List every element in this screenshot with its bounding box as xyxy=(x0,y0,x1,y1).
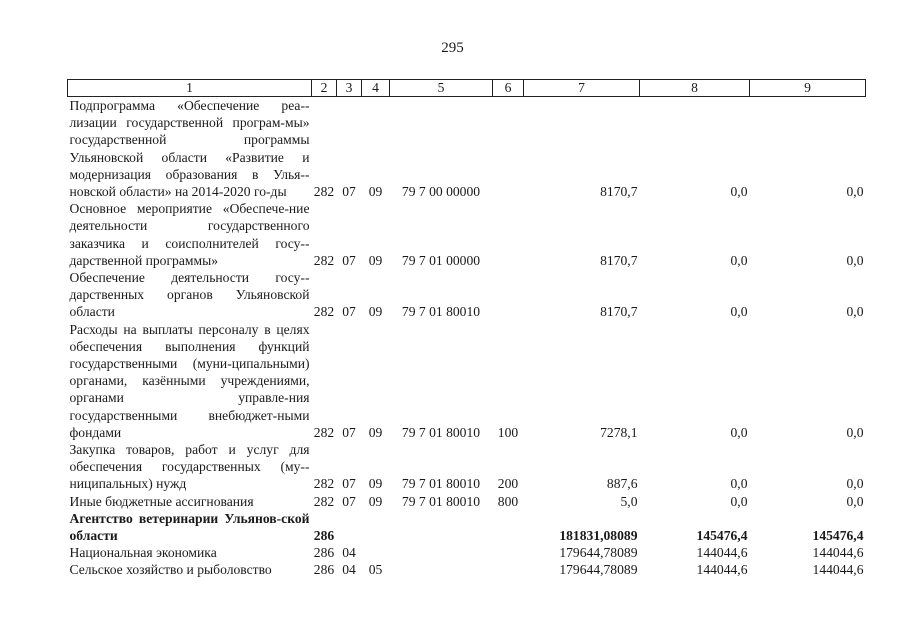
row-target-article: 79 7 00 00000 xyxy=(401,184,481,200)
row-ministry-code: 282 xyxy=(313,424,335,440)
header-col-6: 6 xyxy=(493,80,524,97)
table-row xyxy=(68,269,866,321)
header-col-8: 8 xyxy=(640,80,750,97)
header-col-3: 3 xyxy=(337,80,362,97)
row-amount-col8: 0,0 xyxy=(730,304,748,320)
row-amount-col8: 0,0 xyxy=(730,424,748,440)
row-section-code: 07 xyxy=(342,476,356,492)
row-amount-col9: 0,0 xyxy=(846,252,864,268)
row-target-article: 79 7 01 80010 xyxy=(401,304,481,320)
row-target-article xyxy=(390,561,493,578)
row-ministry-code: 282 xyxy=(313,493,335,509)
row-ministry-code: 282 xyxy=(313,252,335,268)
row-amount-col7: 7278,1 xyxy=(600,424,638,440)
row-subsection-code: 09 xyxy=(368,424,383,440)
row-amount-col7: 181831,08089 xyxy=(559,528,638,544)
table-row xyxy=(68,200,866,269)
table-row xyxy=(68,544,866,561)
row-amount-col7: 8170,7 xyxy=(600,252,638,268)
row-ministry-code: 282 xyxy=(313,304,335,320)
row-target-article xyxy=(390,544,493,561)
row-subsection-code: 09 xyxy=(368,252,383,268)
row-expense-type: 800 xyxy=(497,493,519,509)
row-amount-col9: 144044,6 xyxy=(812,562,864,578)
row-name: Агентство ветеринарии Ульянов-ской области xyxy=(69,510,310,544)
row-section-code: 07 xyxy=(342,184,356,200)
row-amount-col7: 8170,7 xyxy=(600,304,638,320)
row-ministry-code: 286 xyxy=(313,528,335,544)
header-col-2: 2 xyxy=(312,80,337,97)
row-name: Расходы на выплаты персоналу в целях обеспечения выполнения функций государственными (муни-ципальными) органами, казёнными учреждениями, органами управле-ния государственными внебюджет-ными фондами xyxy=(69,321,310,440)
row-amount-col9: 144044,6 xyxy=(812,545,864,561)
row-subsection-code xyxy=(362,544,390,561)
row-name: Основное мероприятие «Обеспече-ние деятельности государственного заказчика и соисполнителей госу-дарственной программы» xyxy=(69,201,310,268)
header-col-9: 9 xyxy=(750,80,866,97)
row-amount-col8: 144044,6 xyxy=(696,562,748,578)
budget-table xyxy=(67,79,866,579)
row-section-code: 07 xyxy=(342,424,356,440)
row-section-code: 07 xyxy=(342,493,356,509)
row-amount-col7: 5,0 xyxy=(620,493,638,509)
row-expense-type xyxy=(493,200,524,269)
row-ministry-code: 282 xyxy=(313,476,335,492)
row-name: Национальная экономика xyxy=(69,545,217,561)
row-amount-col9: 0,0 xyxy=(846,476,864,492)
row-amount-col7: 179644,78089 xyxy=(559,562,638,578)
row-expense-type: 100 xyxy=(497,424,519,440)
row-amount-col7: 8170,7 xyxy=(600,184,638,200)
row-expense-type xyxy=(493,510,524,544)
row-target-article xyxy=(390,510,493,544)
row-target-article: 79 7 01 80010 xyxy=(401,493,481,509)
header-col-5: 5 xyxy=(390,80,493,97)
table-row xyxy=(68,493,866,510)
row-amount-col9: 0,0 xyxy=(846,184,864,200)
row-amount-col8: 145476,4 xyxy=(696,528,748,544)
row-amount-col8: 0,0 xyxy=(730,493,748,509)
row-amount-col8: 144044,6 xyxy=(696,545,748,561)
row-expense-type xyxy=(493,269,524,321)
page-number: 295 xyxy=(441,40,464,56)
row-name: Закупка товаров, работ и услуг для обеспечения государственных (му-ниципальных) нужд xyxy=(69,442,310,492)
row-subsection-code xyxy=(362,510,390,544)
row-name: Подпрограмма «Обеспечение реа-лизации государственной програм-мы» государственной программы Ульяновской области «Развитие и модернизация образования в Улья-новской области» на 2014-2020 го-ды xyxy=(69,98,310,200)
row-subsection-code: 09 xyxy=(368,476,383,492)
table-row xyxy=(68,321,866,441)
table-row xyxy=(68,441,866,493)
row-subsection-code: 05 xyxy=(368,562,383,578)
row-section-code: 04 xyxy=(342,562,356,578)
row-section-code: 07 xyxy=(342,252,356,268)
row-ministry-code: 282 xyxy=(313,184,335,200)
table-row xyxy=(68,97,866,201)
row-ministry-code: 286 xyxy=(313,545,335,561)
row-subsection-code: 09 xyxy=(368,304,383,320)
row-amount-col9: 0,0 xyxy=(846,304,864,320)
table-row xyxy=(68,561,866,578)
row-expense-type xyxy=(493,97,524,201)
header-col-1: 1 xyxy=(68,80,312,97)
row-amount-col8: 0,0 xyxy=(730,476,748,492)
row-expense-type xyxy=(493,544,524,561)
row-amount-col9: 145476,4 xyxy=(812,528,864,544)
row-ministry-code: 286 xyxy=(313,562,335,578)
row-amount-col8: 0,0 xyxy=(730,252,748,268)
row-subsection-code: 09 xyxy=(368,184,383,200)
row-target-article: 79 7 01 80010 xyxy=(401,476,481,492)
row-amount-col8: 0,0 xyxy=(730,184,748,200)
row-subsection-code: 09 xyxy=(368,493,383,509)
row-expense-type: 200 xyxy=(497,476,519,492)
row-section-code: 07 xyxy=(342,304,356,320)
row-expense-type xyxy=(493,561,524,578)
row-amount-col7: 887,6 xyxy=(606,476,638,492)
row-name: Иные бюджетные ассигнования xyxy=(69,493,254,509)
row-target-article: 79 7 01 00000 xyxy=(401,252,481,268)
row-section-code xyxy=(337,510,362,544)
table-row xyxy=(68,510,866,544)
row-name: Сельское хозяйство и рыболовство xyxy=(69,562,272,578)
row-amount-col9: 0,0 xyxy=(846,493,864,509)
header-col-7: 7 xyxy=(524,80,640,97)
header-col-4: 4 xyxy=(362,80,390,97)
header-row xyxy=(68,80,866,97)
row-amount-col7: 179644,78089 xyxy=(559,545,638,561)
row-section-code: 04 xyxy=(342,545,356,561)
row-amount-col9: 0,0 xyxy=(846,424,864,440)
row-target-article: 79 7 01 80010 xyxy=(401,424,481,440)
row-name: Обеспечение деятельности госу-дарственных органов Ульяновской области xyxy=(69,270,310,320)
